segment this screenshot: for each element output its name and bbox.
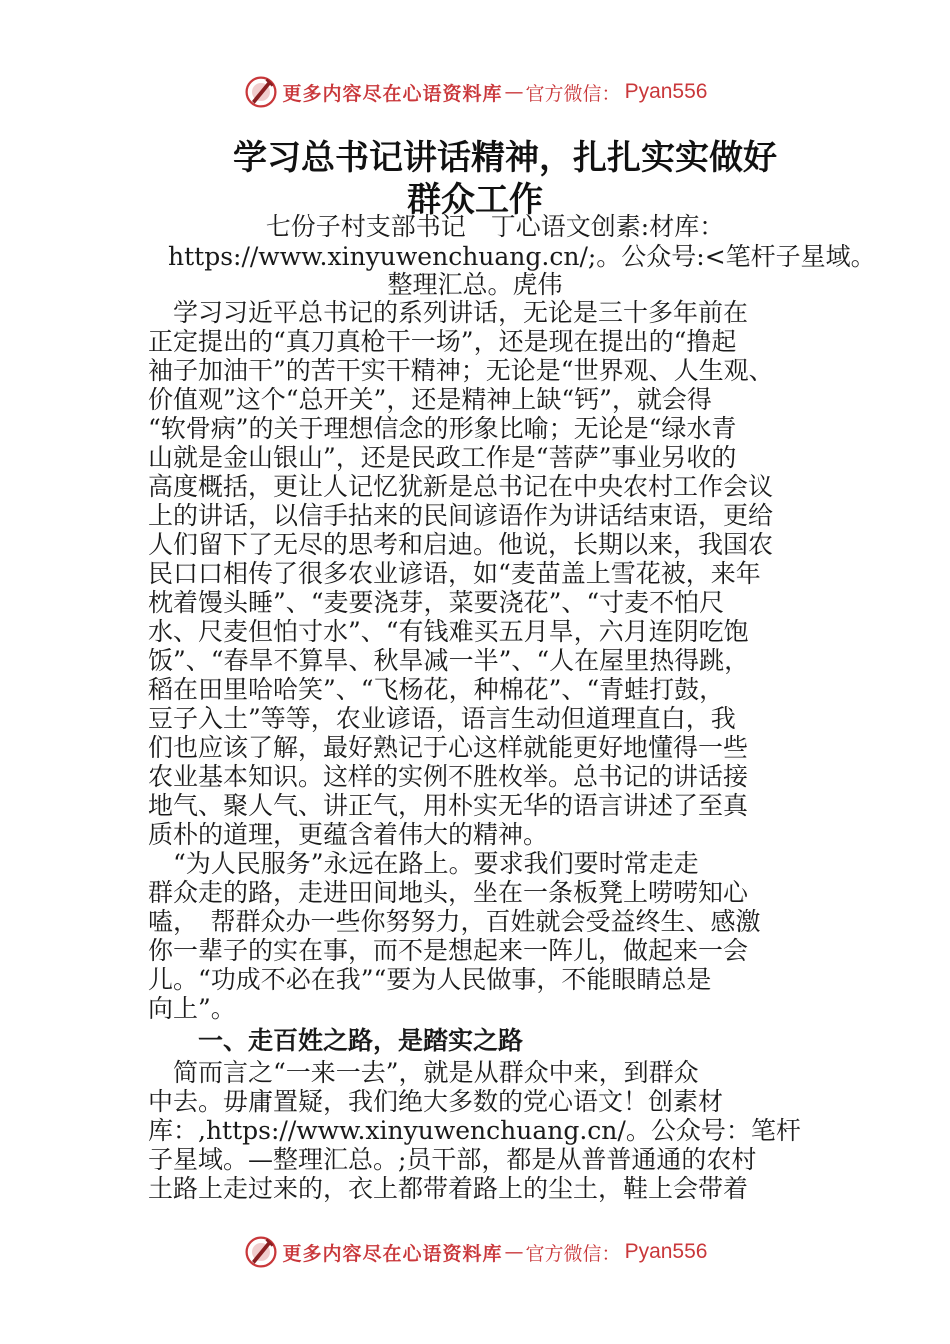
body-line: 农业基本知识。这样的实例不胜枚举。总书记的讲话接 — [148, 762, 749, 791]
document-title-line-2: 群众工作 — [407, 180, 543, 220]
body-line: 民口口相传了很多农业谚语，如“麦苗盖上雪花被，来年 — [148, 559, 761, 588]
body-line: 稻在田里哈哈笑”、“飞杨花，种棉花”、“青蛙打鼓， — [148, 675, 725, 704]
body-line: 上的讲话，以信手拈来的民间谚语作为讲话结束语，更给 — [148, 501, 774, 530]
brand-logo-icon — [243, 74, 279, 110]
section-line: 中去。毋庸置疑，我们绝大多数的党心语文！创素材 — [148, 1087, 724, 1116]
body-line: 正定提出的“真刀真枪干一场”，还是现在提出的“撸起 — [148, 327, 737, 356]
body-line: “为人民服务”永远在路上。要求我们要时常走走 — [148, 849, 699, 878]
body-line: 高度概括，更让人记忆犹新是总书记在中央农村工作会议 — [148, 472, 774, 501]
body-line: 学习习近平总书记的系列讲话，无论是三十多年前在 — [148, 298, 749, 327]
byline-line-2: https://www.xinyuwenchuang.cn/;。公众号:<笔杆子星域。 — [168, 242, 876, 271]
body-line: 嗑， 帮群众办一些你努努力，百姓就会受益终生、感激 — [148, 907, 761, 936]
body-line: 向上”。 — [148, 994, 236, 1023]
section-line: 土路上走过来的，衣上都带着路上的尘土，鞋上会带着 — [148, 1174, 749, 1203]
byline-line-3: 整理汇总。虎伟 — [387, 270, 563, 299]
body-line: 袖子加油干”的苦干实干精神；无论是“世界观、人生观、 — [148, 356, 774, 385]
wechat-label: 官方微信： — [525, 1242, 621, 1265]
footer-banner — [0, 1232, 950, 1272]
wechat-id: Pyan556 — [624, 80, 708, 103]
body-line: 山就是金山银山”，还是民政工作是“菩萨”事业另收的 — [148, 443, 737, 472]
body-line: 地气、聚人气、讲正气，用朴实无华的语言讲述了至真 — [148, 791, 749, 820]
body-line: “软骨病”的关于理想信念的形象比喻；无论是“绿水青 — [148, 414, 737, 443]
body-line: 水、尺麦但怕寸水”、“有钱难买五月旱，六月连阴吃饱 — [148, 617, 749, 646]
byline-line-1: 七份子村支部书记 丁心语文创素:材库： — [265, 212, 725, 241]
section-line: 库：,https://www.xinyuwenchuang.cn/。公众号：笔杆 — [148, 1116, 801, 1145]
body-line: 你一辈子的实在事，而不是想起来一阵儿，做起来一会 — [148, 936, 749, 965]
section-heading: 一、走百姓之路，是踏实之路 — [198, 1026, 524, 1055]
body-line: 质朴的道理，更蕴含着伟大的精神。 — [148, 820, 549, 849]
body-line: 们也应该了解，最好熟记于心这样就能更好地懂得一些 — [148, 733, 749, 762]
brand-logo-icon — [243, 1234, 279, 1270]
body-line: 豆子入土”等等，农业谚语，语言生动但道理直白，我 — [148, 704, 736, 733]
wechat-label: 官方微信： — [525, 82, 621, 105]
body-line: 人们留下了无尽的思考和启迪。他说，长期以来，我国农 — [148, 530, 774, 559]
banner-dash: — — [504, 1241, 524, 1263]
body-line: 群众走的路，走进田间地头，坐在一条板凳上唠唠知心 — [148, 878, 749, 907]
body-line: 饭”、“春旱不算旱、秋旱减一半”、“人在屋里热得跳， — [148, 646, 750, 675]
document-title-line-1: 学习总书记讲话精神，扎扎实实做好 — [233, 138, 777, 178]
brand-text: 更多内容尽在心语资料库 — [282, 82, 503, 105]
body-line: 枕着馒头睡”、“麦要浇芽，菜要浇花”、“寸麦不怕尺 — [148, 588, 725, 617]
section-line: 简而言之“一来一去”，就是从群众中来，到群众 — [148, 1058, 699, 1087]
body-line: 儿。“功成不必在我”“要为人民做事，不能眼睛总是 — [148, 965, 712, 994]
body-line: 价值观”这个“总开关”，还是精神上缺“钙”，就会得 — [148, 385, 712, 414]
wechat-id: Pyan556 — [624, 1240, 708, 1263]
section-line: 子星域。—整理汇总。;员干部，都是从普普通通的农村 — [148, 1145, 757, 1174]
brand-text: 更多内容尽在心语资料库 — [282, 1242, 503, 1265]
banner-dash: — — [504, 81, 524, 103]
header-banner — [0, 72, 950, 112]
